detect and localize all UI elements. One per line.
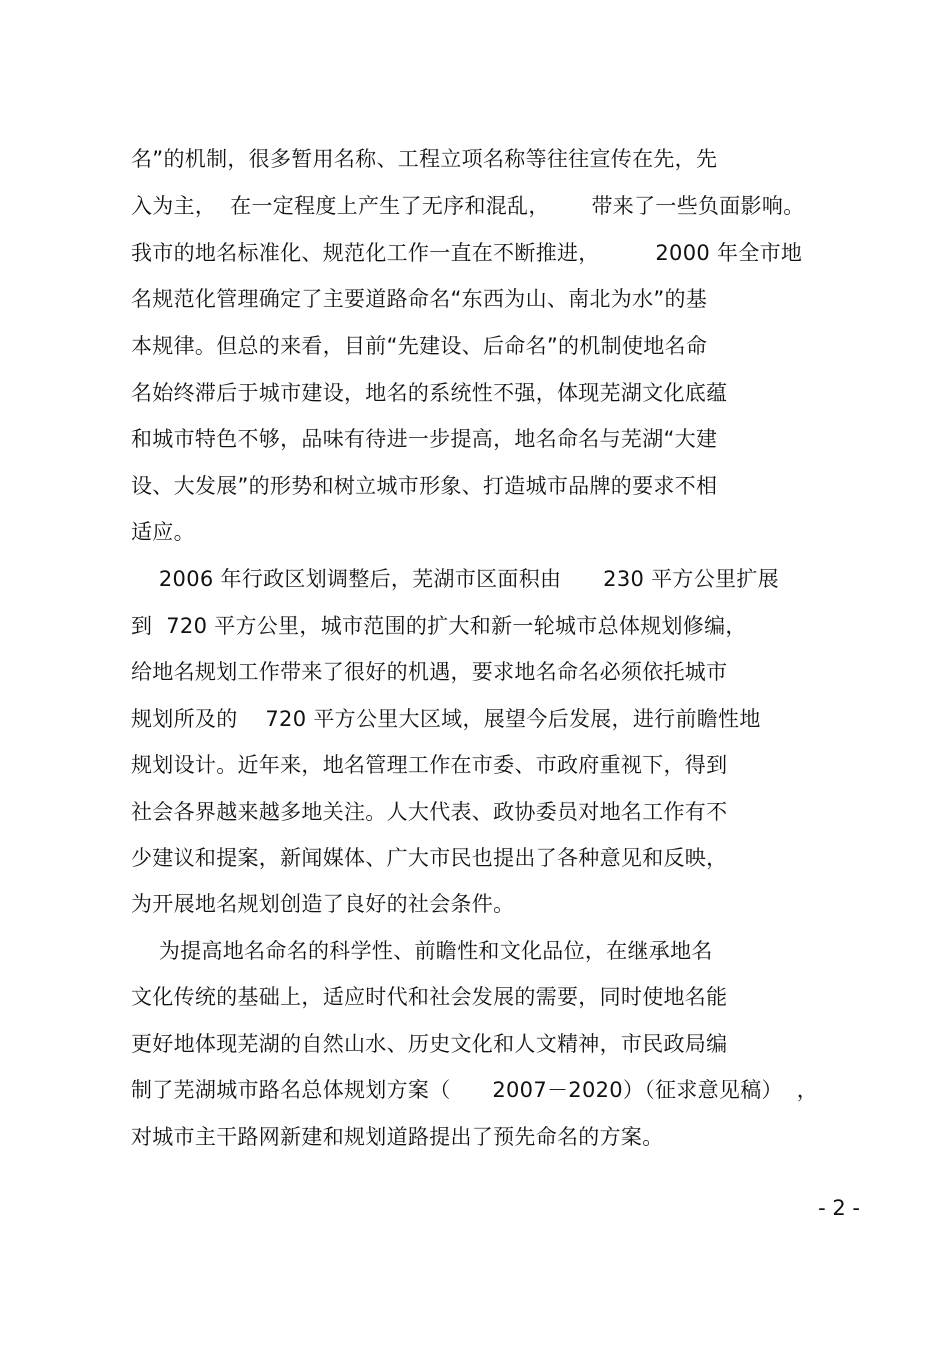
text-line: 对城市主干路网新建和规划道路提出了预先命名的方案。 — [131, 1125, 664, 1149]
text-line: 2006 年行政区划调整后，芜湖市区面积由 230 平方公里扩展 — [131, 567, 779, 591]
text-line: 规划所及的 720 平方公里大区域，展望今后发展，进行前瞻性地 — [131, 707, 761, 731]
text-line: 本规律。但总的来看，目前“先建设、后命名”的机制使地名命 — [131, 334, 708, 358]
text-line: 制了芜湖城市路名总体规划方案（ 2007－2020）（征求意见稿） ， — [131, 1078, 819, 1102]
text-line: 我市的地名标准化、规范化工作一直在不断推进， 2000 年全市地 — [131, 241, 803, 265]
text-line: 入为主， 在一定程度上产生了无序和混乱， 带来了一些负面影响。 — [131, 194, 805, 218]
text-line: 名始终滞后于城市建设，地名的系统性不强，体现芜湖文化底蕴 — [131, 381, 728, 405]
text-line: 适应。 — [131, 520, 195, 544]
text-line: 名规范化管理确定了主要道路命名“东西为山、南北为水”的基 — [131, 287, 708, 311]
text-line: 少建议和提案，新闻媒体、广大市民也提出了各种意见和反映， — [131, 846, 728, 870]
text-line: 设、大发展”的形势和树立城市形象、打造城市品牌的要求不相 — [131, 474, 718, 498]
text-line: 为开展地名规划创造了良好的社会条件。 — [131, 892, 515, 916]
text-line: 给地名规划工作带来了很好的机遇，要求地名命名必须依托城市 — [131, 660, 728, 684]
text-line: 名”的机制，很多暂用名称、工程立项名称等往往宣传在先，先 — [131, 147, 718, 171]
text-line: 社会各界越来越多地关注。人大代表、政协委员对地名工作有不 — [131, 800, 728, 824]
text-line: 到 720 平方公里，城市范围的扩大和新一轮城市总体规划修编， — [131, 614, 747, 638]
text-line: 文化传统的基础上，适应时代和社会发展的需要，同时使地名能 — [131, 985, 728, 1009]
text-line: 更好地体现芜湖的自然山水、历史文化和人文精神，市民政局编 — [131, 1032, 728, 1056]
text-line: 规划设计。近年来，地名管理工作在市委、市政府重视下，得到 — [131, 753, 728, 777]
page-number: - 2 - — [818, 1196, 860, 1220]
text-line: 为提高地名命名的科学性、前瞻性和文化品位，在继承地名 — [131, 939, 713, 963]
text-line: 和城市特色不够，品味有待进一步提高，地名命名与芜湖“大建 — [131, 427, 718, 451]
